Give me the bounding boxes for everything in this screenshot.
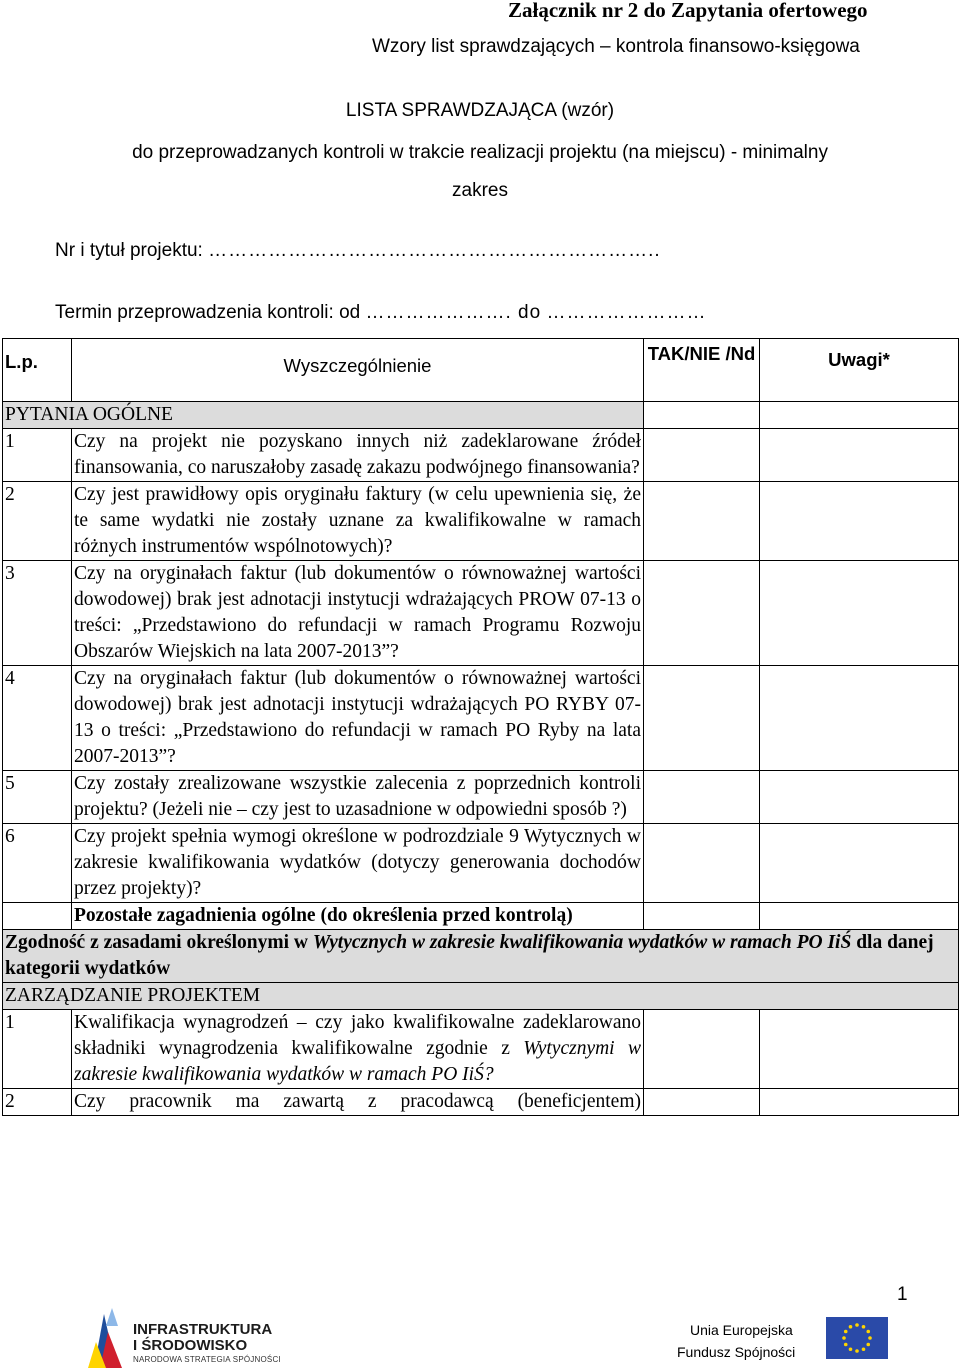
section-row: [3, 402, 959, 429]
document-subtitle: Wzory list sprawdzających – kontrola finansowo-księgowa: [372, 36, 860, 57]
question-text: Czy jest prawidłowy opis oryginału faktury (w celu upewnienia się, że te same wydatki nie zostały uznane za kwalifikowalne w ramach różnych instrumentów wspólnotowych)?: [72, 482, 644, 561]
row-number: 5: [3, 771, 72, 824]
col-uwagi-header: Uwagi*: [760, 339, 959, 402]
compliance-row: [3, 930, 959, 983]
list-description: do przeprowadzanych kontroli w trakcie realizacji projektu (na miejscu) - minimalny: [132, 142, 828, 163]
table-row: [3, 1010, 959, 1089]
tak-cell[interactable]: [644, 771, 760, 824]
term-to-blank[interactable]: ……………………: [546, 302, 707, 323]
tak-cell[interactable]: [644, 482, 760, 561]
uwagi-cell[interactable]: [760, 402, 959, 429]
tak-cell[interactable]: [644, 903, 760, 930]
uwagi-cell[interactable]: [760, 1089, 959, 1116]
row-number: [3, 903, 72, 930]
table-row: [3, 429, 959, 482]
col-lp-header: L.p.: [3, 339, 72, 402]
list-title: LISTA SPRAWDZAJĄCA (wzór): [345, 100, 615, 121]
row-number: 2: [3, 482, 72, 561]
question-text: Czy zostały zrealizowane wszystkie zalecenia z poprzednich kontroli projektu? (Jeżeli nie – czy jest to uzasadnione w odpowiedni sposób ?): [72, 771, 644, 824]
table-row: [3, 824, 959, 903]
uwagi-cell[interactable]: [760, 824, 959, 903]
eu-star-icon: [855, 1323, 859, 1327]
table-row: [3, 561, 959, 666]
fund-label: Fundusz Spójności: [677, 1344, 796, 1360]
project-field: [55, 238, 661, 264]
table-row: [3, 482, 959, 561]
attachment-title: Załącznik nr 2 do Zapytania ofertowego: [508, 0, 868, 22]
uwagi-cell[interactable]: [760, 666, 959, 771]
uwagi-cell[interactable]: [760, 1010, 959, 1089]
compliance-text-a: Zgodność z zasadami określonymi w: [5, 932, 313, 953]
section-management: ZARZĄDZANIE PROJEKTEM: [3, 983, 959, 1010]
col-desc-header: Wyszczególnienie: [72, 339, 644, 402]
eu-star-icon: [866, 1330, 870, 1334]
question-text-a: Kwalifikacja wynagrodzeń – czy jako kwalifikowalne zadeklarowano składniki wynagrodzenia kwalifikowalne zgodnie z: [74, 1012, 641, 1059]
eu-star-icon: [866, 1343, 870, 1347]
question-text-b: Wytycznymi w zakresie kwalifikowania wydatków w ramach PO IiŚ?: [74, 1038, 641, 1085]
eu-star-icon: [862, 1347, 866, 1351]
table-row: [3, 666, 959, 771]
table-row: [3, 1089, 959, 1116]
checklist-table: [2, 338, 959, 1116]
tak-cell[interactable]: [644, 402, 760, 429]
question-text: [72, 1010, 644, 1089]
term-from-blank[interactable]: …………………. do: [365, 302, 542, 323]
logo-line-1: INFRASTRUKTURA: [133, 1321, 273, 1338]
uwagi-cell[interactable]: [760, 429, 959, 482]
question-text: Czy na oryginałach faktur (lub dokumentów o równoważnej wartości dowodowej) brak jest adnotacji instytucji wdrażających PO RYBY 07-13 o treści: „Przedstawiono do refundacji w ramach PO Ryby na lata 2007-2013”?: [72, 666, 644, 771]
tak-cell[interactable]: [644, 1089, 760, 1116]
eu-star-icon: [855, 1349, 859, 1353]
tak-cell[interactable]: [644, 666, 760, 771]
question-text: Czy na oryginałach faktur (lub dokumentów o równoważnej wartości dowodowej) brak jest adnotacji instytucji wdrażających PROW 07-13 o treści: „Przedstawiono do refundacji w ramach Programu Rozwoju Obszarów Wiejskich na lata 2007-2013”?: [72, 561, 644, 666]
eu-star-icon: [862, 1325, 866, 1329]
row-number: 1: [3, 429, 72, 482]
question-text: Czy na projekt nie pozyskano innych niż zadeklarowane źródeł finansowania, co naruszałoby zasadę zakazu podwójnego finansowania?: [72, 429, 644, 482]
row-number: 3: [3, 561, 72, 666]
eu-star-icon: [844, 1343, 848, 1347]
row-number: 1: [3, 1010, 72, 1089]
uwagi-cell[interactable]: [760, 561, 959, 666]
eu-star-icon: [849, 1347, 853, 1351]
logo-line-3: NARODOWA STRATEGIA SPÓJNOŚCI: [133, 1355, 281, 1364]
tak-cell[interactable]: [644, 429, 760, 482]
tak-cell[interactable]: [644, 1010, 760, 1089]
term-field: [55, 300, 706, 326]
eu-star-icon: [849, 1325, 853, 1329]
other-issues-text: Pozostałe zagadnienia ogólne (do określenia przed kontrolą): [72, 903, 644, 930]
list-description-2: zakres: [452, 180, 508, 201]
eu-star-icon: [842, 1336, 846, 1340]
question-text: Czy pracownik ma zawartą z pracodawcą (beneficjentem): [72, 1089, 644, 1116]
row-number: 6: [3, 824, 72, 903]
uwagi-cell[interactable]: [760, 771, 959, 824]
page-number: 1: [897, 1284, 908, 1305]
row-number: 2: [3, 1089, 72, 1116]
section-row: [3, 983, 959, 1010]
project-blank[interactable]: …………………………………………………………..: [208, 240, 661, 261]
table-row: [3, 903, 959, 930]
tak-cell[interactable]: [644, 824, 760, 903]
eu-star-icon: [844, 1330, 848, 1334]
compliance-text-b: Wytycznych w zakresie kwalifikowania wydatków w ramach PO IiŚ: [312, 932, 852, 953]
logo-line-2: I ŚRODOWISKO: [133, 1337, 248, 1354]
eu-label: Unia Europejska: [690, 1322, 793, 1338]
term-label: Termin przeprowadzenia kontroli: od: [55, 302, 361, 323]
col-tak-header: TAK/NIE /Nd: [644, 339, 760, 402]
compliance-text-c: dla danej kategorii wydatków: [5, 932, 934, 979]
uwagi-cell[interactable]: [760, 482, 959, 561]
eu-star-icon: [868, 1336, 872, 1340]
row-number: 4: [3, 666, 72, 771]
question-text: Czy projekt spełnia wymogi określone w podrozdziale 9 Wytycznych w zakresie kwalifikowania wydatków (dotyczy generowania dochodów przez projekty)?: [72, 824, 644, 903]
eu-flag-icon: [826, 1317, 888, 1359]
table-header-row: [3, 339, 959, 402]
compliance-heading: [3, 930, 959, 983]
tak-cell[interactable]: [644, 561, 760, 666]
project-label: Nr i tytuł projektu:: [55, 240, 203, 261]
section-general: PYTANIA OGÓLNE: [3, 402, 644, 429]
table-row: [3, 771, 959, 824]
uwagi-cell[interactable]: [760, 903, 959, 930]
